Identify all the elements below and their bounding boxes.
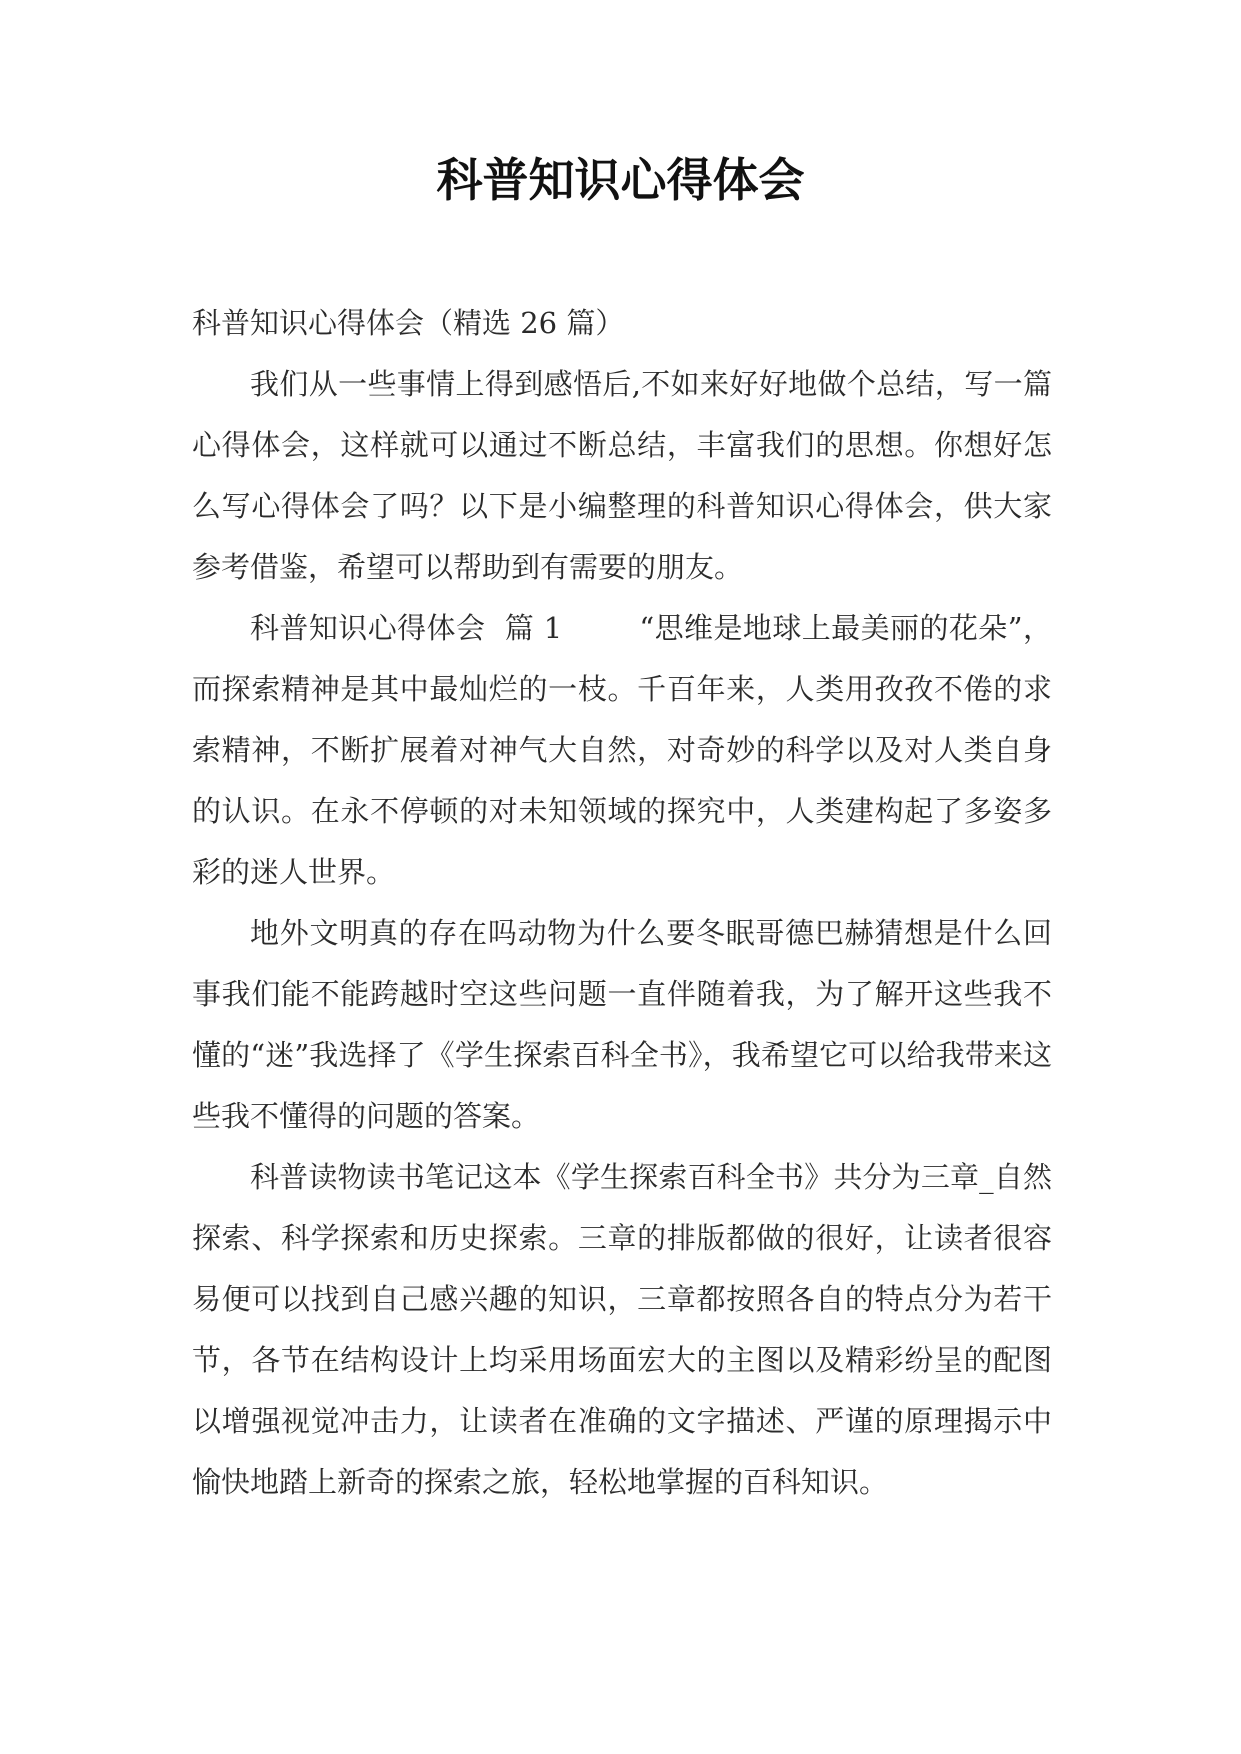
paragraph-intro: 我们从一些事情上得到感悟后,不如来好好地做个总结，写一篇心得体会，这样就可以通过不断总结，丰富我们的思想。你想好怎么写心得体会了吗？以下是小编整理的科普知识心得体会，供大家参考借鉴，希望可以帮助到有需要的朋友。 <box>192 367 1052 584</box>
paragraph-section-1: 科普知识心得体会 篇 1 “思维是地球上最美丽的花朵”，而探索精神是其中最灿烂的一枝。千百年来，人类用孜孜不倦的求索精神，不断扩展着对神气大自然，对奇妙的科学以及对人类自身的认识。在永不停顿的对未知领域的探究中，人类建构起了多姿多彩的迷人世界。 <box>192 611 1052 889</box>
paragraph-questions: 地外文明真的存在吗动物为什么要冬眠哥德巴赫猜想是什么回事我们能不能跨越时空这些问题一直伴随着我，为了解开这些我不懂的“迷”我选择了《学生探索百科全书》，我希望它可以给我带来这些我不懂得的问题的答案。 <box>192 916 1052 1133</box>
document-subtitle: 科普知识心得体会（精选 26 篇） <box>192 306 625 340</box>
document-body <box>192 293 1052 1513</box>
document-title: 科普知识心得体会 <box>436 153 805 207</box>
paragraph-book-review: 科普读物读书笔记这本《学生探索百科全书》共分为三章_自然探索、科学探索和历史探索。三章的排版都做的很好，让读者很容易便可以找到自己感兴趣的知识，三章都按照各自的特点分为若干节，各节在结构设计上均采用场面宏大的主图以及精彩纷呈的配图以增强视觉冲击力，让读者在准确的文字描述、严谨的原理揭示中愉快地踏上新奇的探索之旅，轻松地掌握的百科知识。 <box>192 1160 1052 1499</box>
